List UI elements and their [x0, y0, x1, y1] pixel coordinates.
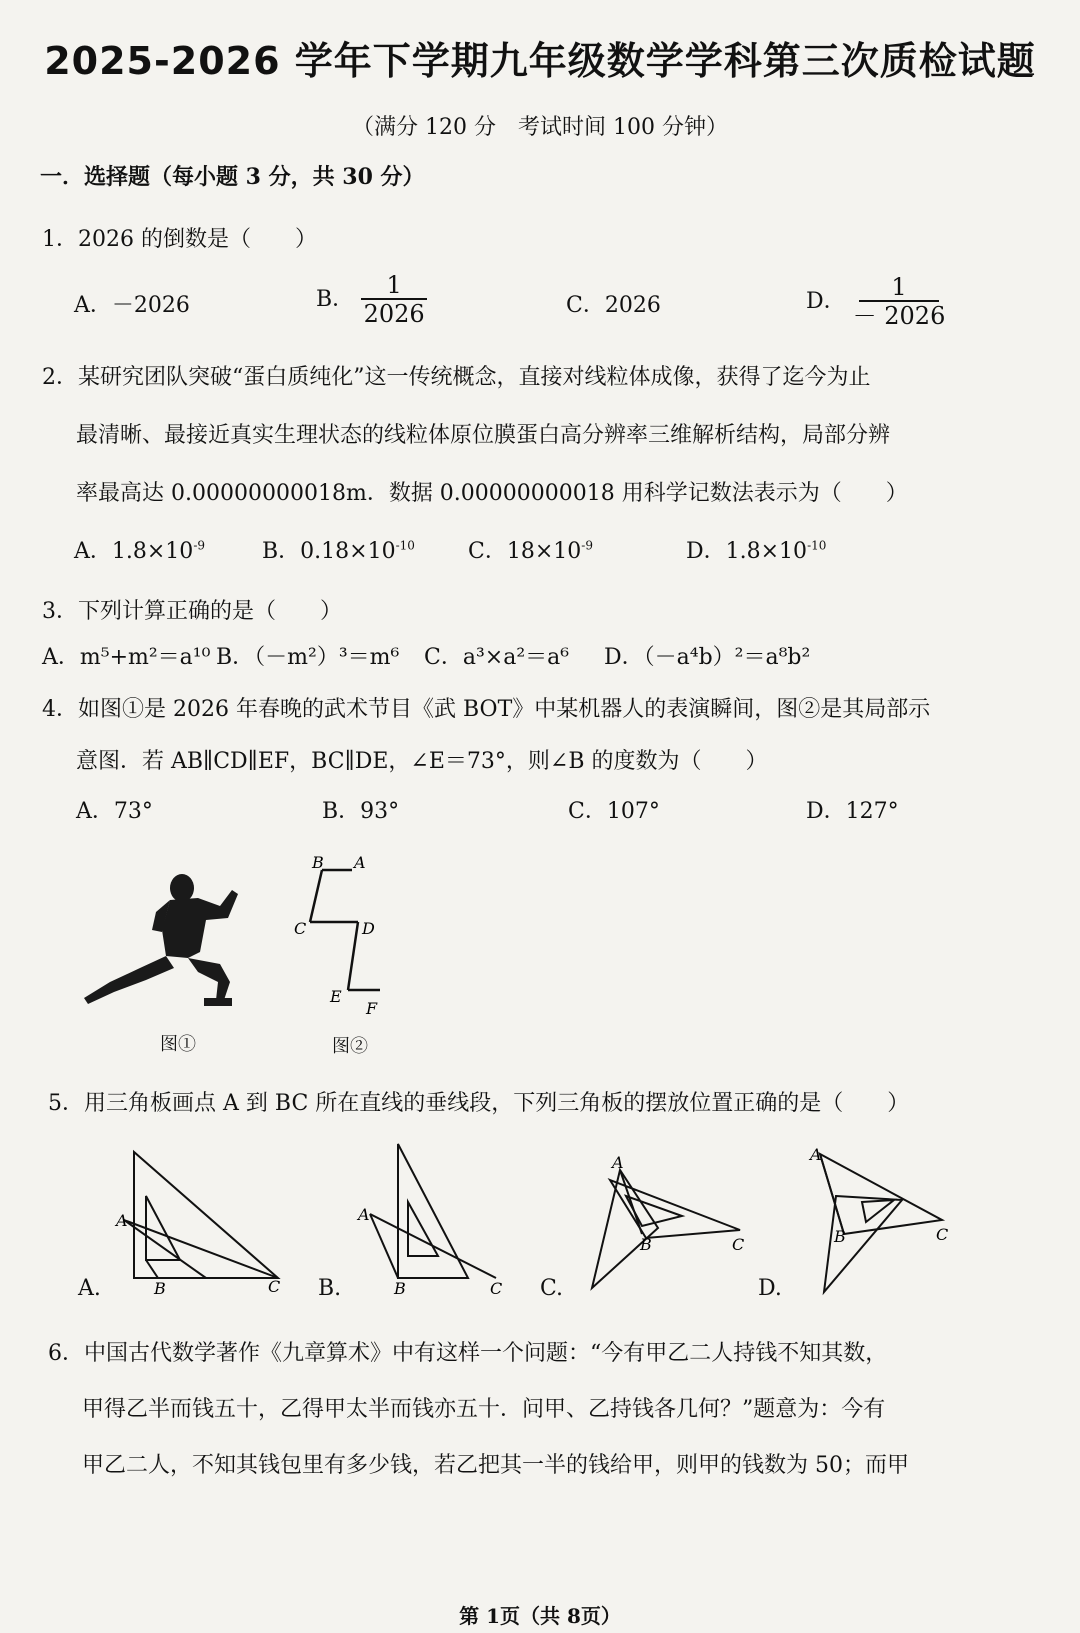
q1-option-d-label: D． [806, 289, 846, 314]
exam-subtitle: （满分 120 分 考试时间 100 分钟） [352, 115, 728, 140]
q4-option-b: B．93° [322, 799, 400, 824]
q4-line-2: 意图．若 AB∥CD∥EF，BC∥DE，∠E＝73°，则∠B 的度数为（ ） [76, 749, 768, 774]
point-label-d: D [362, 919, 375, 938]
q4-option-c: C．107° [568, 799, 660, 824]
q1-option-c: C．2026 [566, 293, 661, 318]
figure-1-caption: 图① [160, 1034, 196, 1055]
q2-line-3: 率最高达 0.00000000018m．数据 0.00000000018 用科学记数法表示为（ ） [76, 481, 908, 506]
exam-title: 2025-2026 学年下学期九年级数学学科第三次质检试题 [44, 39, 1036, 83]
q1-option-d [806, 274, 945, 330]
q1-option-a: A．－2026 [74, 293, 190, 318]
point-label-b: B [834, 1227, 846, 1246]
q2-option-a-base: A．1.8×10 [74, 539, 194, 564]
point-label-c: C [490, 1279, 503, 1298]
q3-option-d: D．（－a⁴b）²＝a⁸b² [604, 645, 811, 670]
q1-option-d-fraction [853, 274, 946, 330]
point-label-a: A [810, 1145, 822, 1164]
q2-option-d [686, 534, 826, 565]
figure-1-robot-silhouette [70, 860, 250, 1020]
q2-line-2: 最清晰、最接近真实生理状态的线粒体原位膜蛋白高分辨率三维解析结构，局部分辨 [76, 423, 891, 448]
q6-line-1: 6．中国古代数学著作《九章算术》中有这样一个问题：“今有甲乙二人持钱不知其数， [48, 1341, 888, 1366]
q4-option-d: D．127° [806, 799, 899, 824]
q2-option-d-base: D．1.8×10 [686, 539, 808, 564]
fraction-denominator: 2026 [363, 300, 425, 328]
q5-option-c-label: C. [540, 1276, 564, 1301]
q5-option-a-label: A. [78, 1276, 101, 1301]
point-label-b: B [394, 1279, 406, 1298]
q1-option-b [316, 272, 427, 328]
q2-option-b-base: B．0.18×10 [262, 539, 396, 564]
q5-stem: 5．用三角板画点 A 到 BC 所在直线的垂线段，下列三角板的摆放位置正确的是（ ） [48, 1091, 910, 1116]
q2-option-c-exponent: -9 [581, 538, 593, 553]
point-label-c: C [936, 1225, 949, 1244]
figure-2-parallel-lines-diagram [290, 850, 400, 1030]
q6-line-3: 甲乙二人，不知其钱包里有多少钱，若乙把其一半的钱给甲，则甲的钱数为 50；而甲 [82, 1453, 909, 1478]
q5-figure-b [350, 1140, 510, 1300]
point-label-c: C [732, 1235, 745, 1254]
point-label-a: A [612, 1153, 624, 1172]
point-label-a: A [358, 1205, 370, 1224]
q1-option-b-label: B． [316, 287, 355, 312]
q5-figure-d [790, 1142, 960, 1302]
q1-option-b-fraction [361, 272, 427, 328]
fraction-numerator: 1 [891, 273, 907, 301]
q5-figure-a [110, 1148, 290, 1298]
point-label-c: C [294, 919, 307, 938]
section-heading: 一．选择题（每小题 3 分，共 30 分） [40, 164, 425, 190]
q3-option-b: B．（－m²）³＝m⁶ [216, 645, 400, 670]
q5-figure-c [570, 1150, 760, 1300]
point-label-c: C [268, 1277, 281, 1296]
q6-line-2: 甲得乙半而钱五十，乙得甲太半而钱亦五十．问甲、乙持钱各几何？”题意为：今有 [82, 1397, 886, 1422]
q5-option-d-label: D. [758, 1276, 782, 1301]
q2-option-d-exponent: -10 [807, 538, 827, 553]
q2-option-b-exponent: -10 [395, 538, 415, 553]
segment-bc [310, 870, 322, 922]
q2-option-a [74, 534, 205, 565]
point-label-a: A [116, 1211, 128, 1230]
segment-de [348, 922, 358, 990]
fraction-denominator: － 2026 [852, 302, 946, 330]
q4-option-a: A．73° [76, 799, 153, 824]
point-label-b: B [154, 1279, 166, 1298]
fraction-numerator: 1 [386, 271, 402, 299]
point-label-a: A [354, 853, 366, 872]
point-label-f: F [366, 999, 378, 1018]
q3-stem: 3．下列计算正确的是（ ） [42, 599, 342, 624]
q3-option-c: C．a³×a²＝a⁶ [424, 645, 570, 670]
q2-option-b [262, 534, 415, 565]
q2-option-c [468, 534, 593, 565]
q5-option-b-label: B. [318, 1276, 342, 1301]
q4-line-1: 4．如图①是 2026 年春晚的武术节目《武 BOT》中某机器人的表演瞬间，图②是其局部示 [42, 697, 931, 722]
q1-stem: 1．2026 的倒数是（ ） [42, 227, 317, 252]
q2-option-a-exponent: -9 [193, 538, 206, 553]
point-label-e: E [330, 987, 342, 1006]
figure-2-caption: 图② [332, 1036, 368, 1057]
point-label-b: B [640, 1235, 652, 1254]
q2-line-1: 2．某研究团队突破“蛋白质纯化”这一传统概念，直接对线粒体成像，获得了迄今为止 [42, 365, 871, 390]
point-label-b: B [312, 853, 324, 872]
q2-option-c-base: C．18×10 [468, 539, 582, 564]
page-footer: 第 1页（共 8页） [459, 1604, 621, 1628]
q3-option-a: A．m⁵+m²＝a¹⁰ [42, 645, 211, 670]
